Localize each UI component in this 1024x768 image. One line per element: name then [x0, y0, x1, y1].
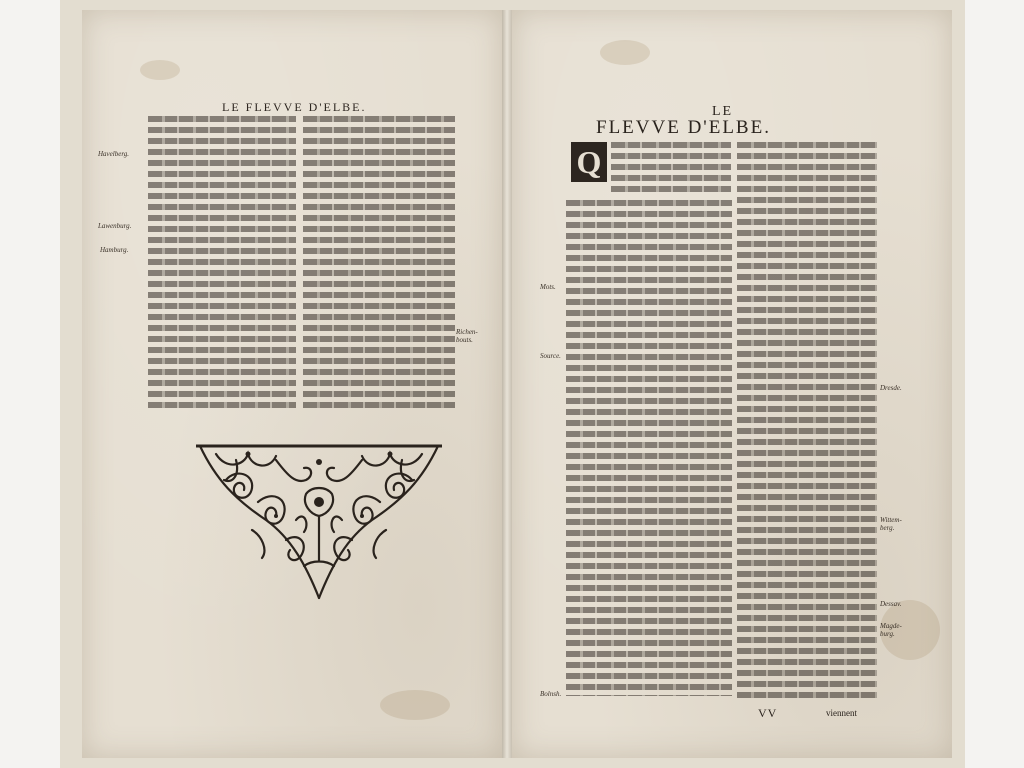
margin-note-source: Source. [540, 352, 561, 360]
margin-note-bolnsh: Bolnsh. [540, 690, 562, 698]
margin-note-wittemberg: Wittem-berg. [880, 516, 902, 532]
margin-note-havelberg: Havelberg. [98, 150, 130, 158]
margin-note-dresde: Dresde. [880, 384, 902, 392]
signature-mark: VV [758, 706, 778, 720]
margin-note-richenbouts: Richen-bouts. [456, 328, 478, 344]
right-text-intro [611, 142, 731, 196]
foxing-stain [380, 690, 450, 720]
right-text-column-2 [737, 142, 877, 698]
left-running-head: LE FLEVVE D'ELBE. [222, 100, 367, 114]
margin-note-hamburg: Hamburg. [100, 246, 129, 254]
page-fold [502, 10, 512, 758]
margin-note-lawenburg: Lawenburg. [98, 222, 132, 230]
drop-cap-letter: Q [571, 142, 607, 182]
right-text-column-1 [566, 200, 732, 696]
catchword: viennent [826, 708, 857, 718]
margin-note-magdeburg: Magde-burg. [880, 622, 902, 638]
foxing-stain [600, 40, 650, 65]
foxing-stain [140, 60, 180, 80]
ornament-tailpiece [196, 440, 442, 600]
left-text-column-1 [148, 116, 296, 412]
margin-note-dessav: Dessav. [880, 600, 902, 608]
left-text-column-2 [303, 116, 455, 412]
margin-note-mots: Mots. [540, 283, 556, 291]
right-title-line-1: LE [712, 104, 734, 119]
right-title-line-2: FLEVVE D'ELBE. [596, 117, 771, 138]
